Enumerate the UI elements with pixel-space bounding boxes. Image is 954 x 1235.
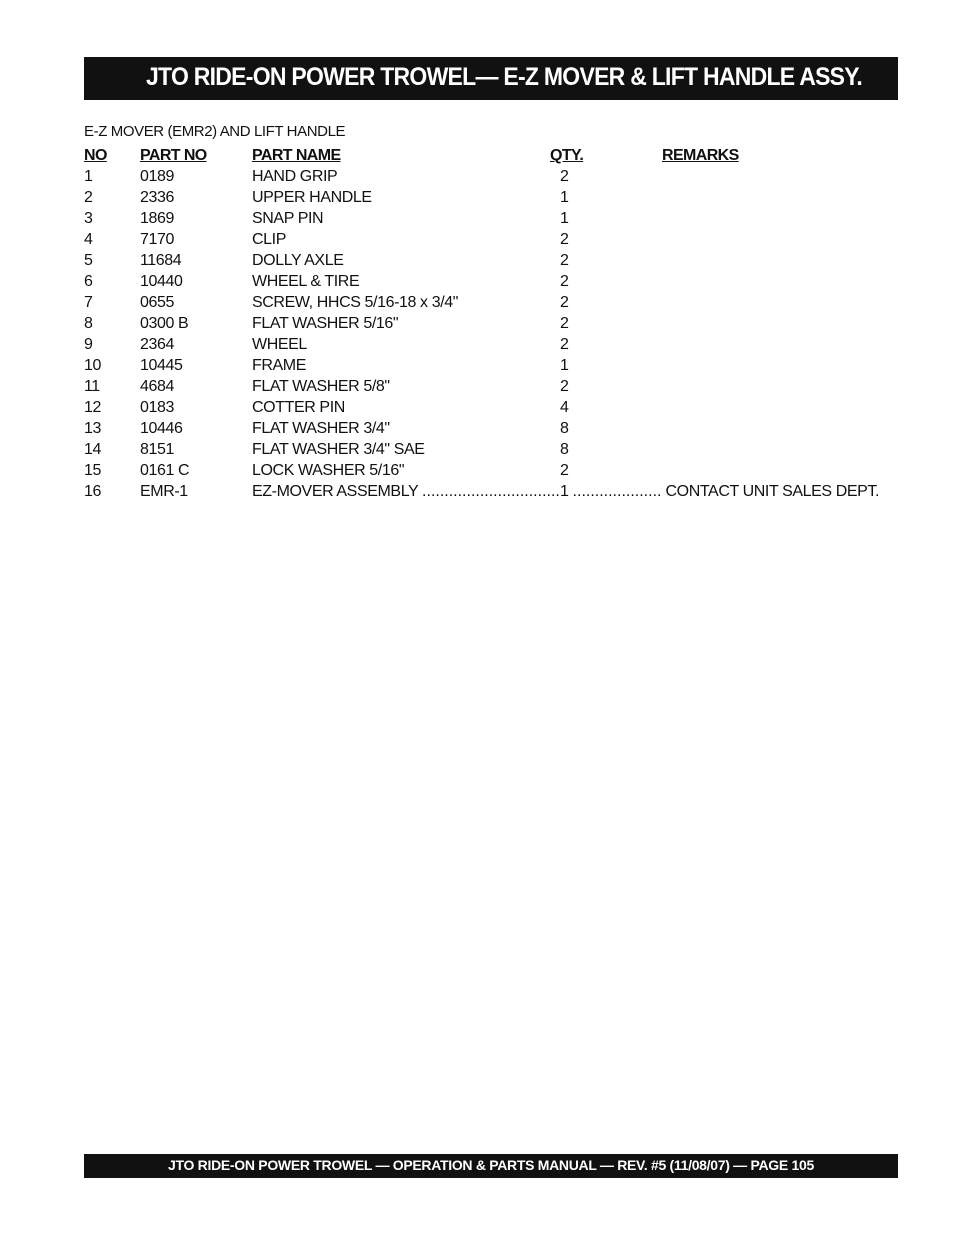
row-qty: 1 [560,483,569,500]
row-qty: 2 [560,231,569,248]
row-part-name: UPPER HANDLE [252,189,372,206]
row-part-name: FLAT WASHER 5/8" [252,378,390,395]
table-row [84,462,898,483]
row-qty: 1 [560,189,569,206]
row-part-name: SCREW, HHCS 5/16-18 x 3/4" [252,294,459,311]
table-row [84,315,898,336]
header-part-name: PART NAME [252,147,341,164]
row-no: 3 [84,210,93,227]
row-qty: 2 [560,168,569,185]
row-part-name: LOCK WASHER 5/16" [252,462,405,479]
row-part-no: 0183 [140,399,174,416]
row-qty: 8 [560,420,569,437]
row-part-no: 10445 [140,357,183,374]
table-row [84,189,898,210]
row-qty: 2 [560,336,569,353]
row-part-name: COTTER PIN [252,399,345,416]
row-qty: 2 [560,462,569,479]
table-row [84,441,898,462]
header-no: NO [84,147,107,164]
row-part-name: WHEEL [252,336,307,353]
table-row [84,420,898,441]
row-no: 11 [84,378,100,395]
page-title: JTO RIDE-ON POWER TROWEL— E-Z MOVER & LIFT HANDLE ASSY. [146,63,862,91]
row-part-name: FRAME [252,357,307,374]
footer-bar [84,1154,898,1178]
row-part-name: FLAT WASHER 3/4" SAE [252,441,425,458]
row-part-no: 0300 B [140,315,189,332]
table-row [84,168,898,189]
row-part-no: 4684 [140,378,174,395]
row-part-no: 2336 [140,189,174,206]
row-part-name: EZ-MOVER ASSEMBLY [252,483,418,500]
table-row [84,336,898,357]
row-qty: 2 [560,273,569,290]
row-no: 6 [84,273,93,290]
row-part-name: DOLLY AXLE [252,252,344,269]
row-part-no: 2364 [140,336,174,353]
table-row [84,483,898,504]
row-qty-with-leader [560,483,879,501]
row-no: 8 [84,315,93,332]
row-part-no: 8151 [140,441,174,458]
table-row [84,294,898,315]
row-part-name: FLAT WASHER 5/16" [252,315,399,332]
table-row [84,231,898,252]
table-row [84,399,898,420]
row-qty: 1 [560,357,569,374]
row-part-no: 11684 [140,252,182,269]
row-part-no: EMR-1 [140,483,188,500]
row-qty: 8 [560,441,569,458]
section-subtitle: E-Z MOVER (EMR2) AND LIFT HANDLE [84,123,346,140]
row-part-name: WHEEL & TIRE [252,273,360,290]
table-row [84,273,898,294]
row-remarks: CONTACT UNIT SALES DEPT. [665,483,880,500]
row-no: 10 [84,357,101,374]
row-no: 5 [84,252,93,269]
table-row [84,378,898,399]
row-part-name: SNAP PIN [252,210,324,227]
table-row [84,252,898,273]
table-header-row [84,147,898,168]
row-part-no: 1869 [140,210,174,227]
row-part-no: 0189 [140,168,174,185]
row-qty: 1 [560,210,569,227]
header-remarks: REMARKS [662,147,739,164]
row-no: 2 [84,189,93,206]
row-qty: 2 [560,378,569,395]
row-part-name: CLIP [252,231,286,248]
leader-dots: ............................... [422,483,560,500]
title-bar [84,57,898,100]
table-body [84,168,898,483]
row-no: 7 [84,294,93,311]
leader-dots: .................... [572,483,662,500]
footer-text: JTO RIDE-ON POWER TROWEL — OPERATION & PARTS MANUAL — REV. #5 (11/08/07) — PAGE 105 [168,1157,814,1173]
header-part-no: PART NO [140,147,207,164]
row-part-no: 10446 [140,420,183,437]
row-part-name: HAND GRIP [252,168,338,185]
row-part-no: 0161 C [140,462,190,479]
parts-table [84,147,898,504]
row-no: 12 [84,399,101,416]
row-no: 15 [84,462,101,479]
row-no: 14 [84,441,101,458]
row-qty: 2 [560,315,569,332]
row-no: 9 [84,336,93,353]
row-part-name: FLAT WASHER 3/4" [252,420,390,437]
row-no: 4 [84,231,93,248]
table-row [84,210,898,231]
header-qty: QTY. [550,147,584,164]
row-part-no: 0655 [140,294,174,311]
row-qty: 2 [560,252,569,269]
row-part-no: 7170 [140,231,174,248]
row-part-no: 10440 [140,273,183,290]
row-no: 13 [84,420,101,437]
table-row [84,357,898,378]
row-part-name-with-leader [252,483,560,501]
row-qty: 4 [560,399,569,416]
row-qty: 2 [560,294,569,311]
row-no: 16 [84,483,101,500]
row-no: 1 [84,168,93,185]
